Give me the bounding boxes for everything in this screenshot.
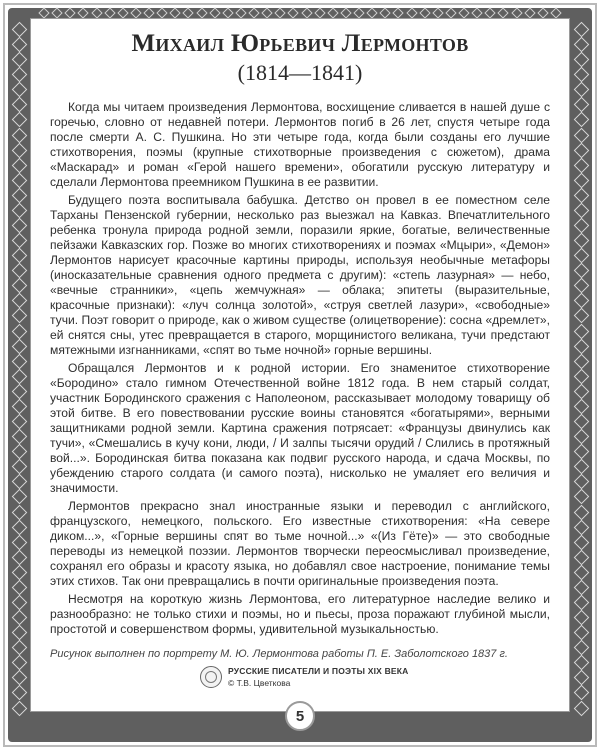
right-border-ornament <box>574 24 588 714</box>
article <box>50 30 550 661</box>
publisher-logo-icon <box>200 666 222 688</box>
page-title: Михаил Юрьевич Лермонтов <box>131 30 469 57</box>
paragraph-5: Несмотря на короткую жизнь Лермонтова, его литературное наследие велико и разнообразно: не только стихи и поэмы, но и пьесы, проза поражают глубиной мысли, простотой и совершенством формы, удивительной музыкальностью. <box>50 592 550 636</box>
paragraph-4: Лермонтов прекрасно знал иностранные языки и переводил с английского, французского, немецкого, польского. Его известные стихотворения: «На севере диком...», «Горные вершины спят во тьме ночной...» «(Из Гёте)» — это свободные переводы из немецкой поэзии. Лермонтов творчески переосмысливал произведение, сохранял его образы и красоту языка, но добавлял свое настроение, понимание темы этих стихов. Так они превращались в почти оригинальные произведения поэта. <box>50 499 550 588</box>
series-title: РУССКИЕ ПИСАТЕЛИ И ПОЭТЫ XIX ВЕКА <box>228 666 409 676</box>
copyright-text: © Т.В. Цветкова <box>228 678 291 688</box>
left-border-ornament <box>12 24 26 714</box>
life-years: (1814—1841) <box>237 60 363 85</box>
publisher-block <box>200 664 430 692</box>
paragraph-3: Обращался Лермонтов и к родной истории. Его знаменитое стихотворение «Бородино» стало гимном Отечественной войне 1812 года. В нем старый солдат, участник Бородинского сражения с Наполеоном, рассказывает молодому товарищу об этой битве. В его повествовании русские воины становятся «богатырями», верными защитниками родной земли. Картина сражения потрясает: «Французы двинулись как тучи», «Смешались в кучу кони, люди, / И залпы тысячи орудий / Слились в протяжный вой...». Бородинская битва показана как подвиг русского народа, и сдача Москвы, по убеждению старого солдата (и самого поэта), нисколько не умаляет его величия и значимости. <box>50 361 550 495</box>
page-number: 5 <box>285 701 315 731</box>
paragraph-2: Будущего поэта воспитывала бабушка. Детство он провел в ее поместном селе Тарханы Пензенской губернии, несколько раз выезжал на Кавказ. Впечатлительного ребенка тронула природа родной земли, поразили яркие, богатые, величественные пейзажи Кавказских гор. Позже во многих стихотворениях и поэмах «Мцыри», «Демон» Лермонтов нарисует красочные картины природы, используя необычные метафоры (иносказательные сравнения одного предмета с другим): «степь лазурная» — небо, «вечные странники», «цепь жемчужная» — облака; эпитеты (выразительные, красочные признаки): «луч солнца золотой», «струя светлей лазури», «свободные» тучи. Поэт говорит о природе, как о живом существе (олицетворение): сосна «дремлет», ей снятся сны, утес превращается в старого, морщинистого великана, тучи предстают мятежными изгнанниками, «спят во тьме ночной» горные вершины. <box>50 193 550 357</box>
paragraph-1: Когда мы читаем произведения Лермонтова, восхищение сливается в нашей душе с горечью, словно от недавней потери. Лермонтов погиб в 26 лет, спустя четыре года после смерти А. С. Пушкина. Но эти четыре года, когда были созданы его лучшие стихотворения, поэмы (крупные стихотворные произведения с сюжетом), драма «Маскарад» и роман «Герой нашего времени», обогатили русскую литературу и сделали Лермонтова преемником Пушкина в ее развитии. <box>50 100 550 189</box>
top-ornament <box>40 9 560 17</box>
illustration-caption: Рисунок выполнен по портрету М. Ю. Лермонтова работы П. Е. Заболотского 1837 г. <box>50 648 508 660</box>
